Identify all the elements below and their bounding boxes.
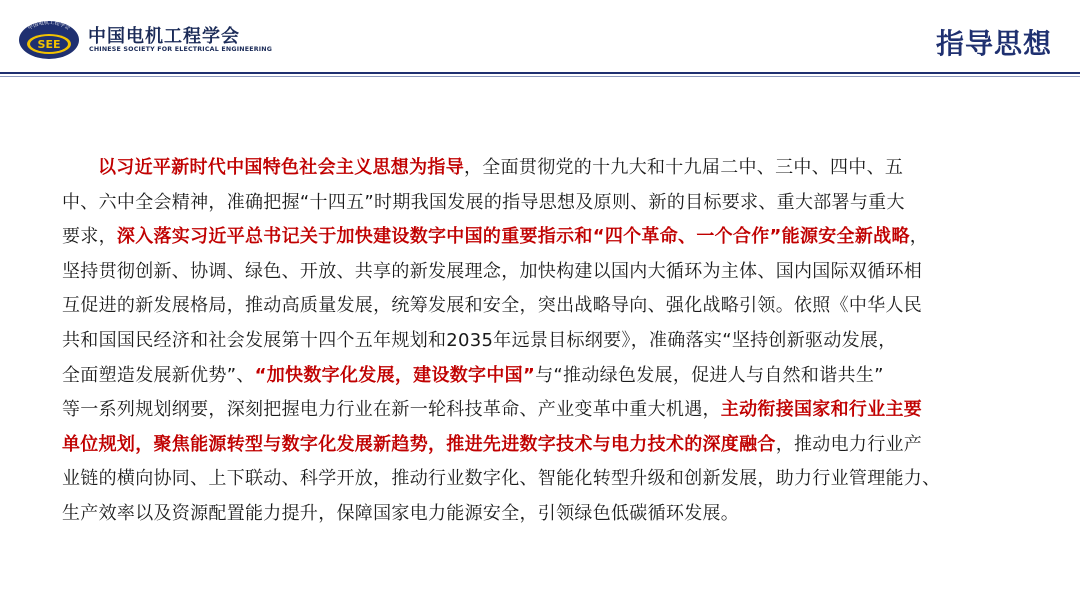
org-name-en: CHINESE SOCIETY FOR ELECTRICAL ENGINEERING — [89, 46, 273, 53]
paragraph-line — [62, 497, 1032, 532]
paragraph-line — [62, 289, 1032, 324]
guiding-principles-paragraph — [62, 151, 1032, 532]
org-name-cn: 中国电机工程学会 — [88, 26, 240, 47]
highlighted-text: 以习近平新时代中国特色社会主义思想为指导 — [98, 157, 464, 178]
body-text-segment: 与“推动绿色发展，促进人与自然和谐共生” — [535, 364, 884, 386]
body-text-segment: 等一系列规划纲要，深刻把握电力行业在新一轮科技革命、产业变革中重大机遇， — [62, 399, 721, 421]
paragraph-line — [62, 462, 1032, 497]
body-text-segment: 共和国国民经济和社会发展第十四个五年规划和2035年远景目标纲要》，准确落实“坚持创新驱动发展， — [62, 329, 897, 351]
body-text-segment: ，全面贯彻党的十九大和十九届二中、三中、四中、五 — [464, 157, 904, 178]
highlighted-text: 深入落实习近平总书记关于加快建设数字中国的重要指示和“四个革命、一个合作”能源安全新战略 — [116, 226, 910, 248]
paragraph-line — [62, 393, 1032, 428]
section-title: 指导思想 — [935, 27, 1052, 60]
society-logo — [18, 20, 80, 60]
paragraph-line — [62, 428, 1032, 463]
body-text-segment: 要求， — [62, 226, 117, 248]
highlighted-text: 单位规划，聚焦能源转型与数字化发展新趋势，推进先进数字技术与电力技术的深度融合 — [62, 433, 776, 455]
body-text-segment: 坚持贯彻创新、协调、绿色、开放、共享的新发展理念，加快构建以国内大循环为主体、国内国际双循环相 — [62, 260, 923, 282]
body-text-segment: 业链的横向协同、上下联动、科学开放，推动行业数字化、智能化转型升级和创新发展，助力行业管理能力、 — [62, 468, 941, 490]
paragraph-line — [62, 255, 1032, 290]
body-text-segment: ，推动电力行业产 — [775, 433, 923, 455]
header-rule-thick — [0, 72, 1080, 74]
paragraph-line — [62, 359, 1032, 394]
logo-ring-text: 中国电机工程学会 — [27, 20, 71, 32]
body-text-segment: 生产效率以及资源配置能力提升，保障国家电力能源安全，引领绿色低碳循环发展。 — [62, 502, 740, 524]
highlighted-text: “加快数字化发展，建设数字中国” — [254, 364, 536, 386]
highlighted-text: 主动衔接国家和行业主要 — [720, 399, 923, 421]
paragraph-line — [62, 220, 1032, 255]
paragraph-line — [62, 324, 1032, 359]
body-text-segment: 互促进的新发展格局，推动高质量发展，统筹发展和安全，突出战略导向、强化战略引领。依照《中华人民 — [62, 295, 923, 317]
logo-see-text: SEE — [37, 38, 61, 51]
body-text-segment: ， — [909, 226, 929, 248]
slide-header — [0, 0, 1080, 80]
header-rule-thin — [0, 76, 1080, 77]
paragraph-line — [62, 186, 1032, 221]
paragraph-line — [62, 151, 1032, 186]
body-text-segment: 全面塑造发展新优势”、 — [62, 364, 255, 386]
body-text-segment: 中、六中全会精神，准确把握“十四五”时期我国发展的指导思想及原则、新的目标要求、重大部署与重大 — [62, 191, 905, 213]
